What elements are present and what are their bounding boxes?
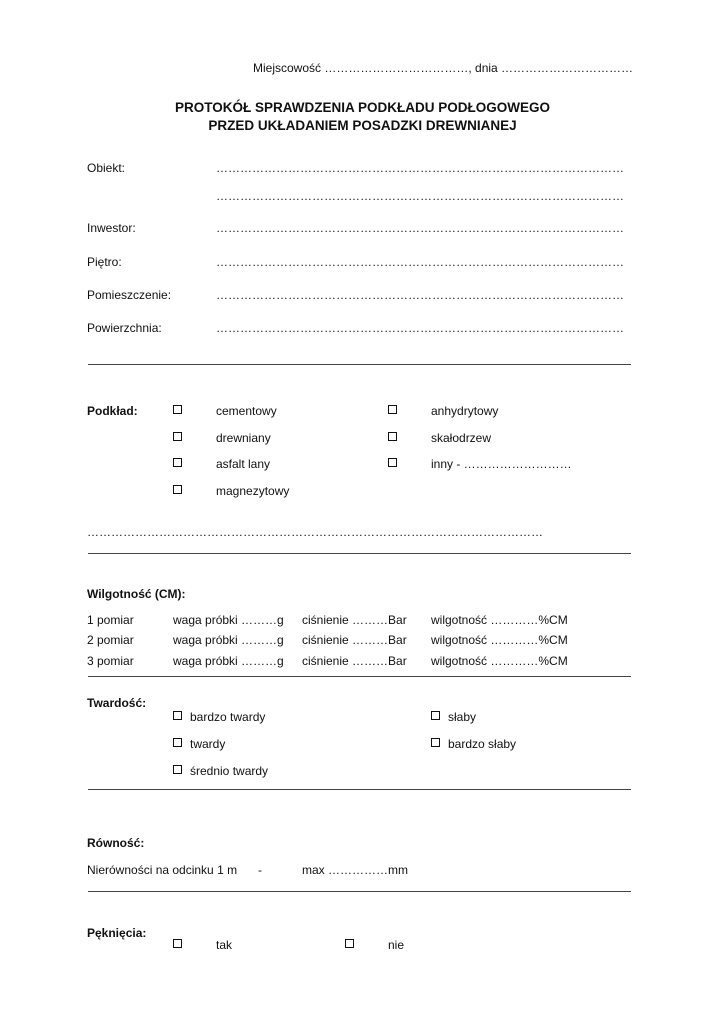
obiekt-field-1[interactable]: ………………………………………………………………………………………… — [216, 161, 624, 175]
inwestor-label: Inwestor: — [87, 221, 136, 235]
wilgotnosc-label: Wilgotność (CM): — [87, 587, 186, 601]
nierownosci-dash: - — [258, 863, 262, 877]
checkbox-skalodrzew[interactable] — [388, 432, 397, 441]
pomieszczenie-field[interactable]: ………………………………………………………………………………………… — [216, 288, 624, 302]
pomiar-2-label: 2 pomiar — [87, 633, 134, 647]
option-magnezytowy: magnezytowy — [216, 484, 290, 498]
option-tak: tak — [216, 938, 233, 952]
option-drewniany: drewniany — [216, 431, 271, 445]
obiekt-field-2[interactable]: ………………………………………………………………………………………… — [216, 189, 624, 203]
checkbox-magnezytowy[interactable] — [173, 485, 182, 494]
document-title-line2: PRZED UKŁADANIEM POSADZKI DREWNIANEJ — [208, 118, 517, 133]
option-bardzo-slaby: bardzo słaby — [448, 737, 517, 751]
option-bardzo-twardy: bardzo twardy — [190, 710, 266, 724]
option-inny[interactable]: inny - ……………………… — [431, 457, 572, 471]
pomiar-2-waga[interactable]: waga próbki ………g — [173, 633, 284, 647]
podklad-label: Podkład: — [87, 404, 138, 418]
pietro-field[interactable]: ………………………………………………………………………………………… — [216, 255, 624, 269]
document-title-line1: PROTOKÓŁ SPRAWDZENIA PODKŁADU PODŁOGOWEGO — [174, 100, 550, 115]
rownosc-label: Równość: — [87, 836, 145, 850]
pomiar-3-wilgotnosc[interactable]: wilgotność …………%CM — [431, 654, 568, 668]
checkbox-srednio-twardy[interactable] — [173, 765, 182, 774]
option-srednio-twardy: średnio twardy — [190, 764, 269, 778]
option-skalodrzew: skałodrzew — [431, 431, 492, 445]
obiekt-label: Obiekt: — [87, 161, 126, 175]
option-nie: nie — [388, 938, 405, 952]
pomiar-1-wilgotnosc[interactable]: wilgotność …………%CM — [431, 613, 568, 627]
powierzchnia-label: Powierzchnia: — [87, 321, 162, 335]
checkbox-anhydrytowy[interactable] — [388, 405, 397, 414]
checkbox-asfalt-lany[interactable] — [173, 458, 182, 467]
twardosc-label: Twardość: — [87, 696, 147, 710]
nierownosci-text: Nierówności na odcinku 1 m — [87, 863, 238, 877]
pekniecia-label: Pęknięcia: — [87, 926, 147, 940]
checkbox-slaby[interactable] — [431, 711, 440, 720]
checkbox-drewniany[interactable] — [173, 432, 182, 441]
pomiar-3-label: 3 pomiar — [87, 654, 134, 668]
checkbox-cementowy[interactable] — [173, 405, 182, 414]
checkbox-bardzo-twardy[interactable] — [173, 711, 182, 720]
podklad-notes-field[interactable]: …………………………………………………………………………………………………… — [87, 525, 543, 539]
nierownosci-max-field[interactable]: max ……………mm — [302, 863, 408, 877]
divider — [88, 553, 631, 554]
place-date-line[interactable]: Miejscowość ………………………………, dnia …………………………… — [253, 61, 634, 75]
pomiar-3-waga[interactable]: waga próbki ………g — [173, 654, 284, 668]
pomieszczenie-label: Pomieszczenie: — [87, 288, 172, 302]
pomiar-2-cisnienie[interactable]: ciśnienie ………Bar — [302, 633, 407, 647]
pomiar-1-cisnienie[interactable]: ciśnienie ………Bar — [302, 613, 407, 627]
checkbox-twardy[interactable] — [173, 738, 182, 747]
option-anhydrytowy: anhydrytowy — [431, 404, 499, 418]
option-asfalt-lany: asfalt lany — [216, 457, 271, 471]
pietro-label: Piętro: — [87, 255, 122, 269]
pomiar-1-waga[interactable]: waga próbki ………g — [173, 613, 284, 627]
pomiar-3-cisnienie[interactable]: ciśnienie ………Bar — [302, 654, 407, 668]
checkbox-nie[interactable] — [345, 939, 354, 948]
option-cementowy: cementowy — [216, 404, 277, 418]
divider — [88, 891, 631, 892]
powierzchnia-field[interactable]: ………………………………………………………………………………………… — [216, 321, 624, 335]
checkbox-tak[interactable] — [173, 939, 182, 948]
pomiar-2-wilgotnosc[interactable]: wilgotność …………%CM — [431, 633, 568, 647]
inwestor-field[interactable]: ………………………………………………………………………………………… — [216, 221, 624, 235]
option-twardy: twardy — [190, 737, 226, 751]
pomiar-1-label: 1 pomiar — [87, 613, 134, 627]
checkbox-inny[interactable] — [388, 458, 397, 467]
option-slaby: słaby — [448, 710, 477, 724]
divider — [88, 789, 631, 790]
divider — [88, 676, 631, 677]
checkbox-bardzo-slaby[interactable] — [431, 738, 440, 747]
divider — [88, 364, 631, 365]
